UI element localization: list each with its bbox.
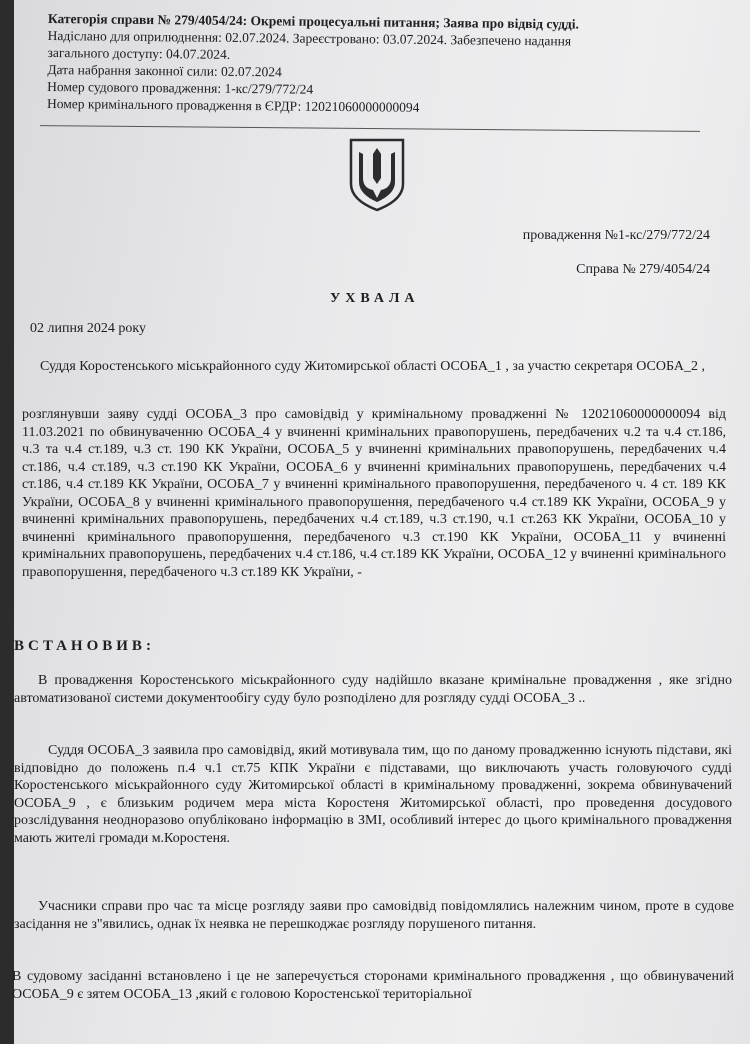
meta-access: загального доступу: 04.07.2024.: [47, 44, 231, 62]
paragraph-1: В провадження Коростенського міськрайонного суду надійшло вказане кримінальне провадження , яке згідно автоматизованої системи документообігу суду було розподілено для розгляду судді ОСОБА_3 ..: [14, 673, 732, 706]
meta-effective: Дата набрання законної сили: 02.07.2024: [47, 61, 282, 80]
meta-case-number: Номер судового провадження: 1-кс/279/772/24: [47, 78, 314, 97]
header-divider: [40, 125, 700, 132]
proceeding-number: провадження №1-кс/279/772/24: [522, 228, 710, 243]
case-number: Справа № 279/4054/24: [576, 262, 710, 277]
meta-erdr: Номер кримінального провадження в ЄРДР: 12021060000000094: [46, 95, 420, 115]
meta-sent: Надіслано для оприлюднення: 02.07.2024. Зареєстровано: 03.07.2024. Забезпечено надання: [47, 27, 572, 49]
consideration-paragraph: розглянувши заяву судді ОСОБА_3 про самовідвід у кримінальному провадженні № 12021060000000094 від 11.03.2021 по обвинуваченню ОСОБА_4 у вчиненні кримінальних правопорушень, передбачених ч.2 та ч.4 ст.186, ч.3 та ч.4 ст.189, ч.3 ст. 190 КК України, ОСОБА_5 у вчиненні кримінальних правопорушень, передбачених ч.4 ст.186, ч.4 ст.189, ч.3 ст.190 КК України, ОСОБА_6 у вчиненні кримінальних правопорушень, передбачених ч.4 ст.186, ч.4 ст.189 КК України, ОСОБА_7 у вчиненні кримінального правопорушення, передбаченого ч. 4 ст. 189 КК України, ОСОБА_8 у вчиненні кримінального правопорушення, передбаченого ч.4 ст.189 КК України, ОСОБА_9 у вчиненні кримінальних правопорушень, передбачених ч.4 ст.189, ч.3 ст.190, ч.1 ст.263 КК України, ОСОБА_10 у вчиненні кримінального правопорушення, передбаченого ч.3 ст.190 КК України, ОСОБА_11 у вчиненні кримінальних правопорушень, передбачених ч.4 ст.186, ч.4 ст.189 КК України, ОСОБА_12 у вчиненні кримінального правопорушення, передбаченого ч.3 ст.189 КК України, -: [22, 407, 726, 580]
paragraph-2: Суддя ОСОБА_3 заявила про самовідвід, який мотивувала тим, що по даному провадженню існують підстави, які відповідно до положень п.4 ч.1 ст.75 КПК України є підставами, що виключають участь головуючого судді Коростенського міськрайонного суду Житомирської області в кримінальному провадженні, зокрема обвинувачений ОСОБА_9 , є близьким родичем мера міста Коростеня Житомирської області, про проведення досудового розслідування неодноразово опубліковано інформацію в ЗМІ, особливий інтерес до цього кримінального провадження мають жителі громади м.Коростеня.: [14, 743, 732, 846]
case-metadata: [47, 10, 688, 119]
meta-category: Категорія справи № 279/4054/24: Окремі процесуальні питання; Заява про відвід судді.: [47, 10, 580, 32]
paragraph-3: Учасники справи про час та місце розгляду заяви про самовідвід повідомлялись належним чином, проте в судове засідання не з"явились, однак їх неявка не перешкоджає розгляду порушеного питання.: [14, 899, 734, 932]
trident-emblem-icon: [347, 138, 407, 212]
document-title: УХВАЛА: [330, 291, 420, 306]
judge-paragraph: Суддя Коростенського міськрайонного суду Житомирської області ОСОБА_1 , за участю секретаря ОСОБА_2 ,: [40, 359, 705, 374]
paragraph-4: В судовому засіданні встановлено і це не заперечується сторонами кримінального провадження , що обвинувачений ОСОБА_9 є зятем ОСОБА_13 ,який є головою Коростенської територіальної: [12, 969, 734, 1002]
ruling-date: 02 липня 2024 року: [30, 321, 147, 336]
page-shadow-edge: [0, 0, 14, 1044]
established-heading: ВСТАНОВИВ:: [14, 638, 155, 654]
